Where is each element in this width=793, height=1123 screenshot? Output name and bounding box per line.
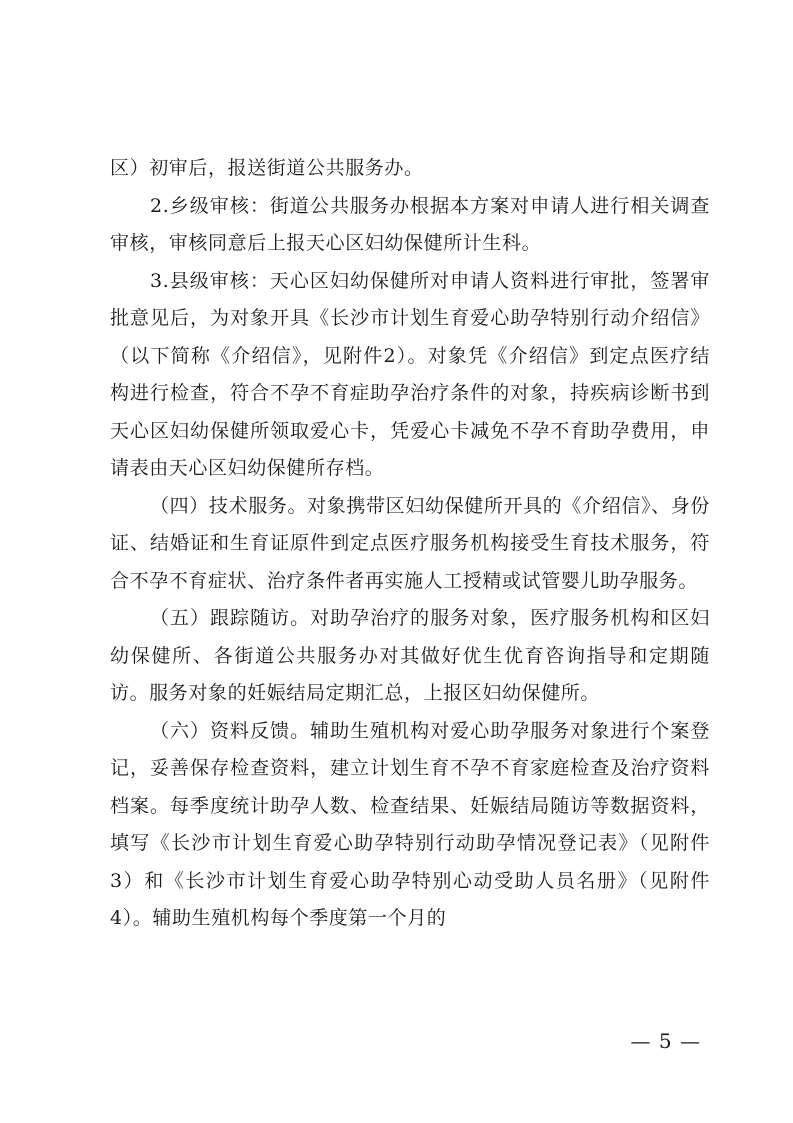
paragraph-follow-up: （五）跟踪随访。对助孕治疗的服务对象，医疗服务机构和区妇幼保健所、各街道公共服务办对其做好优生优育咨询指导和定期随访。服务对象的妊娠结局定期汇总，上报区妇幼保健所。 — [110, 607, 710, 704]
paragraph-data-feedback: （六）资料反馈。辅助生殖机构对爱心助孕服务对象进行个案登记，妥善保存检查资料，建立计划生育不孕不育家庭检查及治疗资料档案。每季度统计助孕人数、检查结果、妊娠结局随访等数据资料，填写《长沙市计划生育爱心助孕特别行动助孕情况登记表》（见附件3）和《长沙市计划生育爱心助孕特别心动受助人员名册》（见附件4）。辅助生殖机构每个季度第一个月的 — [110, 719, 710, 929]
document-body — [110, 150, 710, 938]
paragraph-technical-service: （四）技术服务。对象携带区妇幼保健所开具的《介绍信》、身份证、结婚证和生育证原件到定点医疗服务机构接受生育技术服务，符合不孕不育症状、治疗条件者再实施人工授精或试管婴儿助孕服务。 — [110, 494, 710, 592]
paragraph-township-review: 2.乡级审核：街道公共服务办根据本方案对申请人进行相关调查审核，审核同意后上报天心区妇幼保健所计生科。 — [110, 194, 710, 254]
paragraph-county-review: 3.县级审核：天心区妇幼保健所对申请人资料进行审批，签署审批意见后，为对象开具《长沙市计划生育爱心助孕特别行动介绍信》（以下简称《介绍信》，见附件2）。对象凭《介绍信》到定点医疗结构进行检查，符合不孕不育症助孕治疗条件的对象，持疾病诊断书到天心区妇幼保健所领取爱心卡，凭爱心卡减免不孕不育助孕费用，申请表由天心区妇幼保健所存档。 — [110, 269, 710, 479]
page-number: — 5 — — [630, 1029, 701, 1053]
paragraph-review-continuation: 区）初审后，报送街道公共服务办。 — [110, 157, 424, 179]
